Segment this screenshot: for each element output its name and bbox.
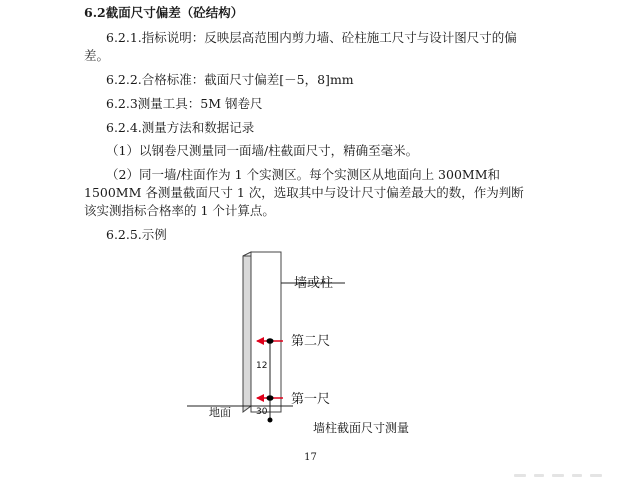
item-6-2-2: 6.2.2.合格标准：截面尺寸偏差[－5，8]mm	[106, 72, 354, 87]
wall-label: 墙或柱	[294, 276, 334, 291]
second-measure-dot	[267, 338, 274, 344]
page-number: 17	[304, 452, 317, 463]
section-number: 6.2	[84, 5, 106, 20]
item-6-2-3: 6.2.3测量工具：5M 钢卷尺	[106, 96, 263, 111]
scan-mark	[552, 474, 564, 477]
figure-caption: 墙柱截面尺寸测量	[313, 421, 410, 435]
item-6-2-1: 6.2.1.指标说明：反映层高范围内剪力墙、砼柱施工尺寸与设计图尺寸的偏	[106, 30, 517, 45]
item-6-2-1-cont: 差。	[84, 48, 110, 63]
scan-mark	[534, 474, 544, 477]
method-step-2-cont-2: 该实测指标合格率的 1 个计算点。	[84, 203, 275, 218]
ground-point-marker	[268, 418, 273, 423]
dimension-upper-label: 12	[256, 361, 268, 371]
column-front-face	[251, 252, 281, 412]
ground-label: 地面	[209, 406, 231, 419]
second-measure-label: 第二尺	[291, 334, 331, 349]
first-measure-dot	[267, 395, 274, 401]
method-step-2: （2）同一墙/柱面作为 1 个实测区。每个实测区从地面向上 300MM和	[106, 167, 500, 182]
method-step-2-cont-1: 1500MM 各测量截面尺寸 1 次，选取其中与设计尺寸偏差最大的数，作为判断	[84, 185, 524, 200]
scan-mark	[590, 474, 602, 477]
method-step-1: （1）以钢卷尺测量同一面墙/柱截面尺寸，精确至毫米。	[106, 143, 419, 158]
section-title: 截面尺寸偏差（砼结构）	[105, 5, 244, 20]
column-side-face	[243, 252, 251, 412]
item-6-2-5: 6.2.5.示例	[106, 227, 167, 242]
dimension-lower-label: 30	[256, 407, 268, 417]
first-measure-label: 第一尺	[291, 392, 331, 407]
scan-mark	[572, 474, 582, 477]
item-6-2-4: 6.2.4.测量方法和数据记录	[106, 120, 255, 135]
scan-mark	[514, 474, 526, 477]
